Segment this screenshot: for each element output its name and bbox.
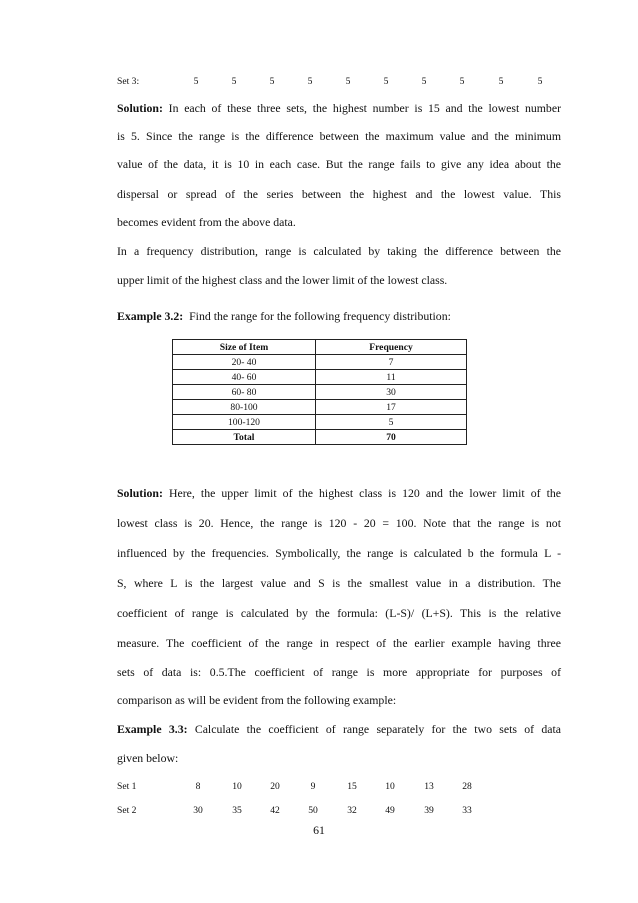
- table-row: [173, 355, 467, 370]
- solution2-line: influenced by the frequencies. Symbolically, the range is calculated b the formula L -: [117, 546, 561, 560]
- set1-value: 9: [310, 781, 316, 792]
- solution-label: Solution:: [117, 101, 163, 115]
- solution2-line: sets of data is: 0.5.The coefficient of range is more appropriate for purposes of: [117, 665, 561, 679]
- solution2-line: Solution: Here, the upper limit of the highest class is 120 and the lower limit of the: [117, 486, 562, 500]
- table-header: Size of Item: [173, 340, 316, 355]
- set1-value: 10: [232, 781, 242, 792]
- example-heading: Example 3.3: Calculate the coefficient of range separately for the two sets of data: [117, 722, 561, 736]
- table-cell: 40- 60: [173, 370, 316, 385]
- set1-value: 28: [462, 781, 472, 792]
- set3-label: Set 3:: [117, 76, 140, 87]
- solution2-line: measure. The coefficient of the range in respect of the earlier example having three: [117, 636, 561, 650]
- set1-value: 10: [385, 781, 395, 792]
- table-cell: 20- 40: [173, 355, 316, 370]
- table-cell: 5: [316, 415, 467, 430]
- table-row: [173, 370, 467, 385]
- table-cell: 100-120: [173, 415, 316, 430]
- set1-value: 15: [347, 781, 357, 792]
- set2-value: 30: [193, 805, 203, 816]
- table-cell: 7: [316, 355, 467, 370]
- table-row: [173, 415, 467, 430]
- set2-value: 42: [270, 805, 280, 816]
- set3-value: 5: [231, 76, 237, 87]
- frequency-table: [172, 339, 467, 445]
- solution2-line: S, where L is the largest value and S is the smallest value in a distribution. The: [117, 576, 561, 590]
- set2-value: 32: [347, 805, 357, 816]
- table-cell: 80-100: [173, 400, 316, 415]
- set3-value: 5: [421, 76, 427, 87]
- solution1-line: dispersal or spread of the series between the highest and the lowest value. This: [117, 187, 561, 201]
- set2-value: 50: [308, 805, 318, 816]
- example-label: Example 3.2:: [117, 309, 184, 323]
- solution1-line: becomes evident from the above data.: [117, 215, 296, 229]
- set2-value: 33: [462, 805, 472, 816]
- set3-value: 5: [307, 76, 313, 87]
- table-cell: Total: [173, 430, 316, 445]
- set2-label: Set 2: [117, 805, 137, 816]
- table-header-row: [173, 340, 467, 355]
- set2-value: 39: [424, 805, 434, 816]
- set3-value: 5: [383, 76, 389, 87]
- solution2-line: lowest class is 20. Hence, the range is 120 - 20 = 100. Note that the range is not: [117, 516, 561, 530]
- set3-value: 5: [498, 76, 504, 87]
- table-row: [173, 400, 467, 415]
- paragraph-line: upper limit of the highest class and the lower limit of the lowest class.: [117, 273, 448, 287]
- solution-label: Solution:: [117, 486, 163, 500]
- set1-label: Set 1: [117, 781, 137, 792]
- solution1-line: value of the data, it is 10 in each case. But the range fails to give any idea about the: [117, 157, 561, 171]
- set1-value: 13: [424, 781, 434, 792]
- set3-value: 5: [269, 76, 275, 87]
- page-number: 61: [313, 823, 325, 837]
- table-cell: 30: [316, 385, 467, 400]
- table-cell: 17: [316, 400, 467, 415]
- table-total-row: [173, 430, 467, 445]
- paragraph-line: In a frequency distribution, range is calculated by taking the difference between the: [117, 244, 561, 258]
- example-label: Example 3.3:: [117, 722, 188, 736]
- solution2-line: coefficient of range is calculated by the formula: (L-S)/ (L+S). This is the relative: [117, 606, 561, 620]
- table-cell: 11: [316, 370, 467, 385]
- example-heading: Example 3.2: Find the range for the following frequency distribution:: [117, 309, 451, 323]
- set2-value: 35: [232, 805, 242, 816]
- set1-value: 8: [195, 781, 201, 792]
- set3-value: 5: [537, 76, 543, 87]
- set3-value: 5: [459, 76, 465, 87]
- set1-value: 20: [270, 781, 280, 792]
- solution1-line: Solution: In each of these three sets, the highest number is 15 and the lowest number: [117, 101, 562, 115]
- table-row: [173, 385, 467, 400]
- solution2-line: comparison as will be evident from the following example:: [117, 693, 397, 707]
- set3-value: 5: [193, 76, 199, 87]
- table-cell: 70: [316, 430, 467, 445]
- solution1-line: is 5. Since the range is the difference between the maximum value and the minimum: [117, 129, 561, 143]
- set3-value: 5: [345, 76, 351, 87]
- table-cell: 60- 80: [173, 385, 316, 400]
- set2-value: 49: [385, 805, 395, 816]
- table-header: Frequency: [316, 340, 467, 355]
- example-line: given below:: [117, 751, 179, 765]
